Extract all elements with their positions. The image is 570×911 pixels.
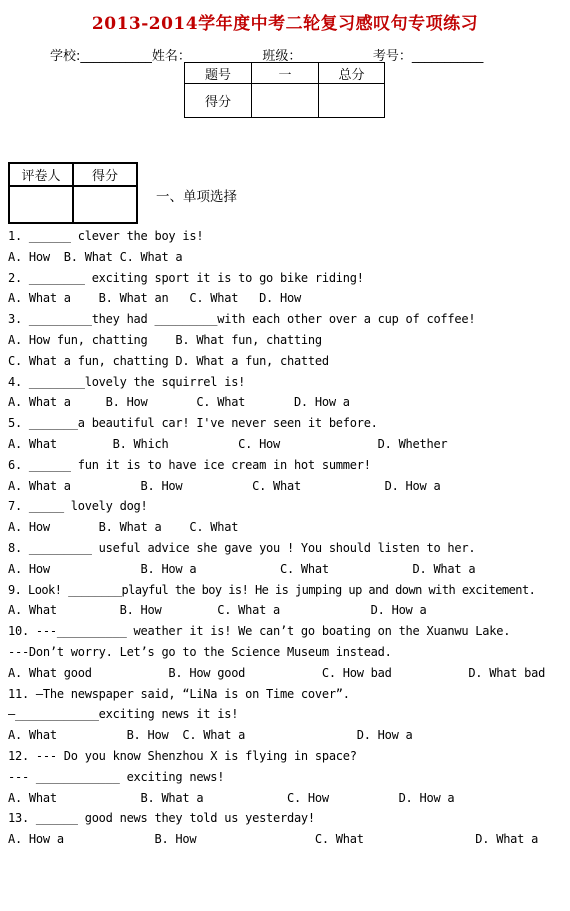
question-line: 2. ________ exciting sport it is to go bike riding! [8, 270, 364, 285]
question-line: 8. _________ useful advice she gave you ! You should listen to her. [8, 540, 476, 555]
score-table-header-item: 题号 [185, 63, 252, 84]
options-line: A. What a B. What an C. What D. How [8, 291, 301, 306]
options-line: A. What B. How C. What a D. How a [8, 603, 427, 618]
options-line: A. How a B. How C. What D. What a [8, 832, 539, 847]
questions-list [8, 226, 566, 850]
options-line: A. What B. Which C. How D. Whether [8, 436, 448, 451]
score-table-cell-section1 [252, 84, 319, 118]
grader-cell [9, 186, 73, 223]
options-line: A. How B. How a C. What D. What a [8, 561, 476, 576]
dialogue-line: --- ____________ exciting news! [8, 769, 225, 784]
grader-score-cell [73, 186, 137, 223]
dialogue-line: ---Don’t worry. Let’s go to the Science Museum instead. [8, 644, 392, 659]
question-line: 13. ______ good news they told us yesterday! [8, 811, 315, 826]
score-table-row-label: 得分 [185, 84, 252, 118]
question-line: 1. ______ clever the boy is! [8, 229, 204, 243]
question-line: 12. --- Do you know Shenzhou X is flying in space? [8, 748, 357, 763]
question-line: 11. —The newspaper said, “LiNa is on Time cover”. [8, 686, 350, 701]
options-line: A. What a B. How C. What D. How a [8, 395, 350, 410]
options-line: A. What a B. How C. What D. How a [8, 478, 441, 493]
grader-header: 评卷人 [9, 163, 73, 186]
options-line: A. How B. What a C. What [8, 520, 239, 535]
question-line: 3. _________they had _________with each other over a cup of coffee! [8, 312, 476, 327]
grader-score-header: 得分 [73, 163, 137, 186]
student-info-line: 学校:___________姓名：___________班级：___________考号：___________ [50, 49, 484, 64]
question-line: 9. Look! ________playful the boy is! He is jumping up and down with excitement. [8, 582, 536, 597]
options-line: A. What good B. How good C. How bad D. What bad [8, 665, 546, 680]
options-line: A. How fun, chatting B. What fun, chatting [8, 332, 322, 347]
score-table-header-total: 总分 [319, 63, 385, 84]
score-table-header-section1: 一 [252, 63, 319, 84]
question-line: 5. _______a beautiful car! I've never seen it before. [8, 416, 378, 431]
question-line: 6. ______ fun it is to have ice cream in hot summer! [8, 457, 371, 472]
dialogue-line: —____________exciting news it is! [8, 707, 239, 722]
options-line: C. What a fun, chatting D. What a fun, chatted [8, 353, 329, 368]
question-line: 4. ________lovely the squirrel is! [8, 374, 246, 389]
score-table [184, 62, 385, 118]
options-line: A. What B. How C. What a D. How a [8, 728, 413, 743]
section-title: 一、单项选择 [156, 189, 237, 205]
score-table-cell-total [319, 84, 385, 118]
options-line: A. What B. What a C. How D. How a [8, 790, 455, 805]
grader-table [8, 162, 138, 224]
document-title: 2013-2014学年度中考二轮复习感叹句专项练习 [91, 14, 479, 34]
options-line: A. How B. What C. What a [8, 249, 183, 264]
question-line: 10. ---__________ weather it is! We can’t go boating on the Xuanwu Lake. [8, 624, 511, 639]
question-line: 7. _____ lovely dog! [8, 499, 148, 514]
